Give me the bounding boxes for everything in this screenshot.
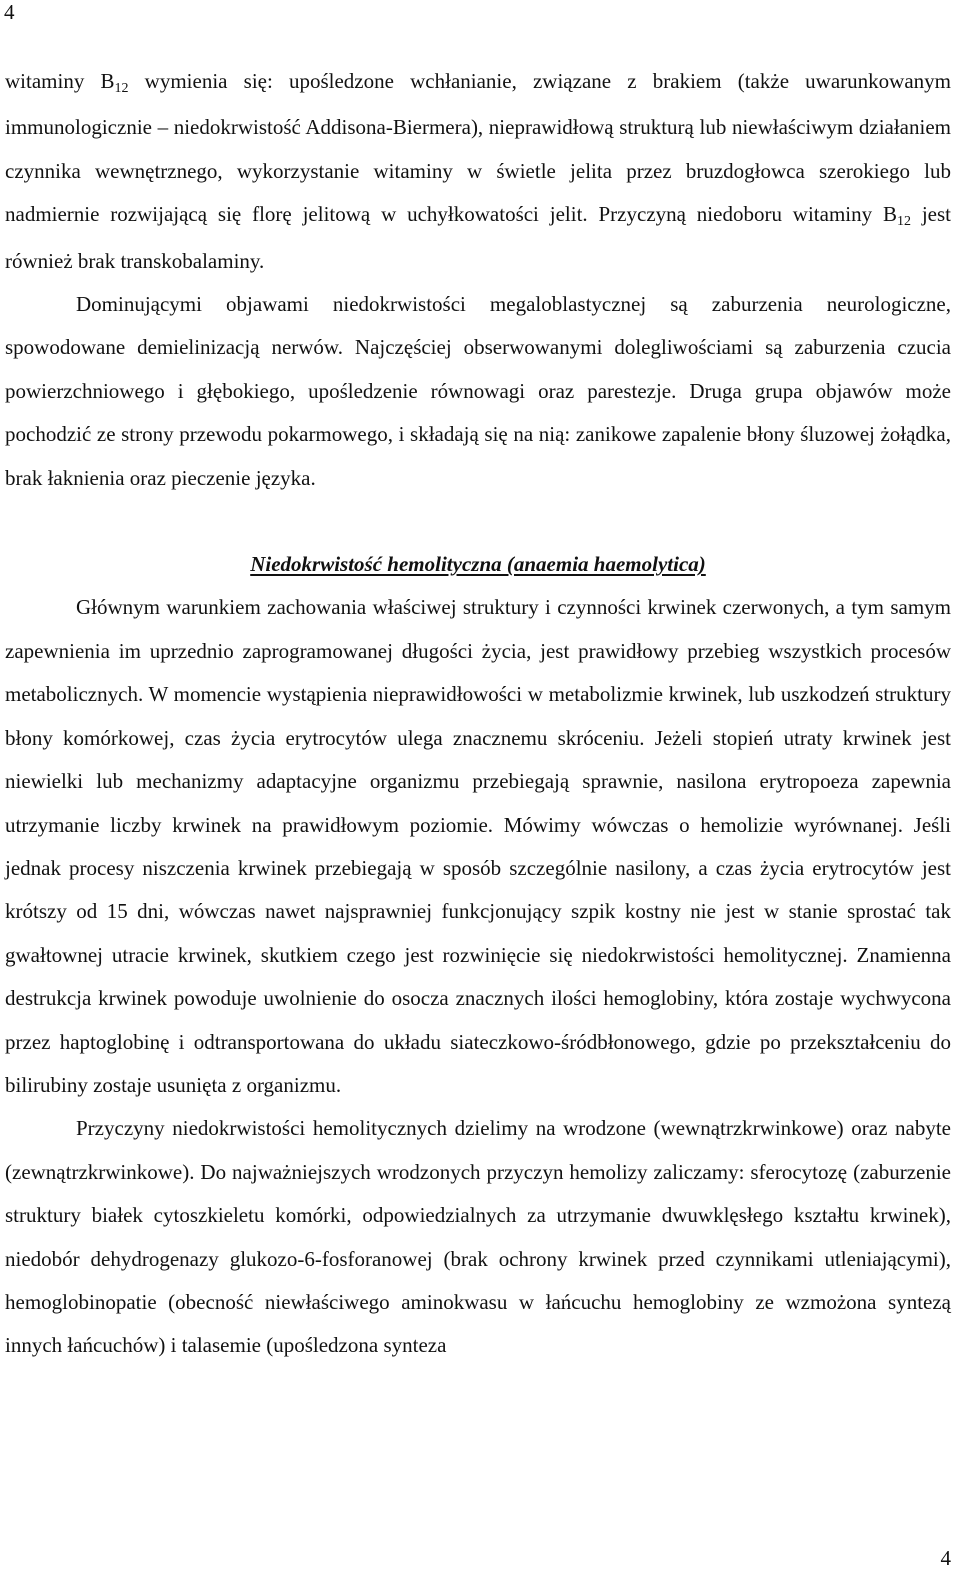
subscript: 12 xyxy=(896,214,911,230)
page-number-top: 4 xyxy=(4,0,15,24)
subscript: 12 xyxy=(114,81,129,96)
section-heading: Niedokrwistość hemolityczna (anaemia haemolytica) xyxy=(250,552,706,577)
paragraph-megaloblastic-symptoms: Dominującymi objawami niedokrwistości megaloblastycznej są zaburzenia neurologiczne, spowodowane demielinizacją nerwów. Najczęściej obserwowanymi dolegliwościami są zaburzenia czucia powierzchniowego i głębokiego, upośledzenie równowagi oraz parestezje. Druga grupa objawów może pochodzić ze strony przewodu pokarmowego, i składają się na nią: zanikowe zapalenie błony śluzowej żołądka, brak łaknienia oraz pieczenie języka. xyxy=(5,292,951,490)
page-number-bottom: 4 xyxy=(940,1546,951,1570)
paragraph-hemolytic-causes: Przyczyny niedokrwistości hemolitycznych dzielimy na wrodzone (wewnątrzkrwinkowe) oraz nabyte (zewnątrzkrwinkowe). Do najważniejszych wrodzonych przyczyn hemolizy zaliczamy: sferocytozę (zaburzenie struktury białek cytoszkieletu komórki, odpowiedzialnych za utrzymanie dwuwklęsłego kształtu krwinek), niedobór dehydrogenazy glukozo-6-fosforanowej (brak ochrony krwinek przed czynnikami utleniającymi), hemoglobinopatie (obecność niewłaściwego aminokwasu w łańcuchu hemoglobiny ze wzmożona syntezą innych łańcuchów) i talasemie (upośledzona synteza xyxy=(5,1116,951,1358)
paragraph-text: wymienia się: upośledzone wchłanianie, związane z brakiem (także uwarunkowanym immunologicznie – niedokrwistość Addisona-Biermera), nieprawidłową strukturą lub niewłaściwym działaniem czynnika wewnętrznego, wykorzystanie witaminy w świetle jelita przez bruzdogłowca szerokiego lub nadmiernie rozwijającą się florę jelitową w uchyłkowatości jelit. Przyczyną niedoboru witaminy B xyxy=(5,69,951,227)
paragraph-text: witaminy B xyxy=(5,69,115,93)
document-body xyxy=(5,60,951,1368)
paragraph-vitamin-b12-causes xyxy=(5,60,951,283)
paragraph-hemolytic-overview: Głównym warunkiem zachowania właściwej struktury i czynności krwinek czerwonych, a tym samym zapewnienia im uprzednio zaprogramowanej długości życia, jest prawidłowy przebieg wszystkich procesów metabolicznych. W momencie wystąpienia nieprawidłowości w metabolizmie krwinek, lub uszkodzeń struktury błony komórkowej, czas życia erytrocytów ulega znacznemu skróceniu. Jeżeli stopień utraty krwinek jest niewielki lub mechanizmy adaptacyjne organizmu przebiegają sprawnie, nasilona erytropoeza zapewnia utrzymanie liczby krwinek na prawidłowym poziomie. Mówimy wówczas o hemolizie wyrównanej. Jeśli jednak procesy niszczenia krwinek przebiegają w sposób szczególnie nasilony, a czas życia erytrocytów jest krótszy od 15 dni, wówczas nawet najsprawniej funkcjonujący szpik kostny nie jest w stanie sprostać tak gwałtownej utracie krwinek, skutkiem czego jest rozwinięcie się niedokrwistości hemolitycznej. Znamienna destrukcja krwinek powoduje uwolnienie do osocza znacznych ilości hemoglobiny, która zostaje wychwycona przez haptoglobinę i odtransportowana do układu siateczkowo-śródbłonowego, gdzie po przekształceniu do bilirubiny zostaje usunięta z organizmu. xyxy=(5,595,951,1097)
paragraph-text: jest również brak transkobalaminy. xyxy=(5,202,951,273)
